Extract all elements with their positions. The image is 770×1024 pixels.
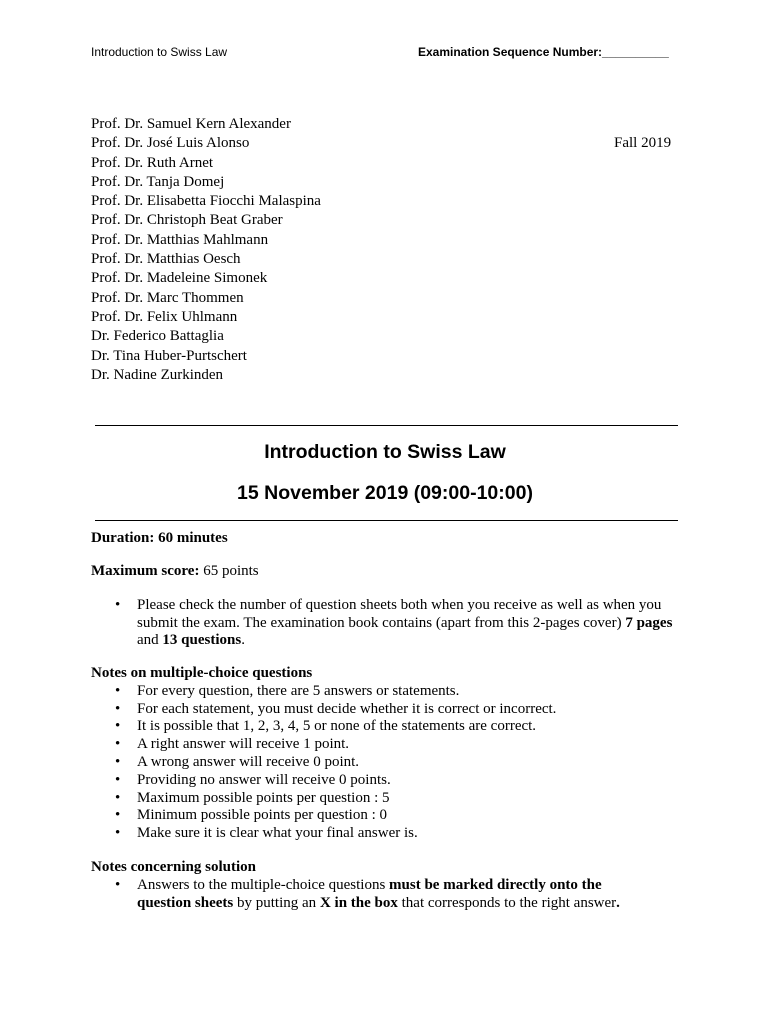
question-count: 13 questions: [162, 632, 242, 648]
exam-term: Fall 2019: [614, 135, 672, 151]
list-item: • For each statement, you must decide whether it is correct or incorrect.: [91, 701, 691, 719]
professor-name: Prof. Dr. Elisabetta Fiocchi Malaspina: [91, 193, 321, 210]
list-item: • Maximum possible points per question : 5: [91, 790, 691, 808]
duration: Duration: 60 minutes: [91, 530, 228, 546]
list-item: • Minimum possible points per question : 0: [91, 807, 691, 825]
list-item: • Make sure it is clear what your final answer is.: [91, 825, 691, 843]
professor-name: Dr. Tina Huber-Purtschert: [91, 347, 247, 364]
professor-name: Dr. Federico Battaglia: [91, 328, 224, 345]
professor-name: Prof. Dr. Felix Uhlmann: [91, 308, 238, 325]
professor-name: Prof. Dr. Madeleine Simonek: [91, 270, 268, 287]
professor-name: Prof. Dr. Marc Thommen: [91, 289, 244, 306]
mc-notes-section: [91, 665, 691, 843]
professor-name: Dr. Nadine Zurkinden: [91, 366, 224, 383]
list-item: • A wrong answer will receive 0 point.: [91, 754, 691, 772]
professor-list: [91, 115, 321, 385]
list-item: • A right answer will receive 1 point.: [91, 736, 691, 754]
exam-datetime: 15 November 2019 (09:00-10:00): [237, 482, 533, 504]
page-count: 7 pages: [625, 614, 673, 631]
professor-name: Prof. Dr. Ruth Arnet: [91, 154, 214, 171]
exam-title: Introduction to Swiss Law: [264, 441, 506, 463]
list-item: • Answers to the multiple-choice questions must be marked directly onto the question sheets by putting an X in the box that corresponds to the right answer.: [91, 877, 651, 913]
max-score-value: 65 points: [199, 563, 259, 579]
intro-notes: [91, 597, 691, 650]
list-item: • For every question, there are 5 answers or statements.: [91, 683, 691, 701]
x-in-box-instruction: X in the box: [319, 894, 398, 911]
divider-top: [95, 425, 678, 426]
professor-name: Prof. Dr. Tanja Domej: [91, 173, 225, 190]
professor-name: Prof. Dr. Matthias Mahlmann: [91, 231, 269, 248]
marking-instruction: must be marked directly onto the question sheets: [137, 876, 602, 911]
solution-notes-heading: Notes concerning solution: [91, 859, 256, 875]
header-course-title: Introduction to Swiss Law: [91, 45, 228, 59]
list-item: • It is possible that 1, 2, 3, 4, 5 or none of the statements are correct.: [91, 718, 691, 736]
max-score-label: Maximum score:: [91, 563, 200, 579]
professor-name: Prof. Dr. Samuel Kern Alexander: [91, 116, 291, 132]
professor-name: Prof. Dr. José Luis Alonso: [91, 135, 250, 152]
solution-notes-section: [91, 859, 651, 912]
header-sequence-number-field[interactable]: Examination Sequence Number:__________: [418, 45, 669, 59]
professor-name: Prof. Dr. Matthias Oesch: [91, 251, 241, 268]
professor-name: Prof. Dr. Christoph Beat Graber: [91, 212, 283, 229]
mc-notes-heading: Notes on multiple-choice questions: [91, 665, 313, 681]
list-item: • Providing no answer will receive 0 points.: [91, 772, 691, 790]
max-score: [91, 563, 259, 581]
list-item: • Please check the number of question sheets both when you receive as well as when you submit the exam. The examination book contains (apart from this 2-pages cover) 7 pages and 13 questions.: [91, 597, 691, 650]
divider-bottom: [95, 520, 678, 521]
